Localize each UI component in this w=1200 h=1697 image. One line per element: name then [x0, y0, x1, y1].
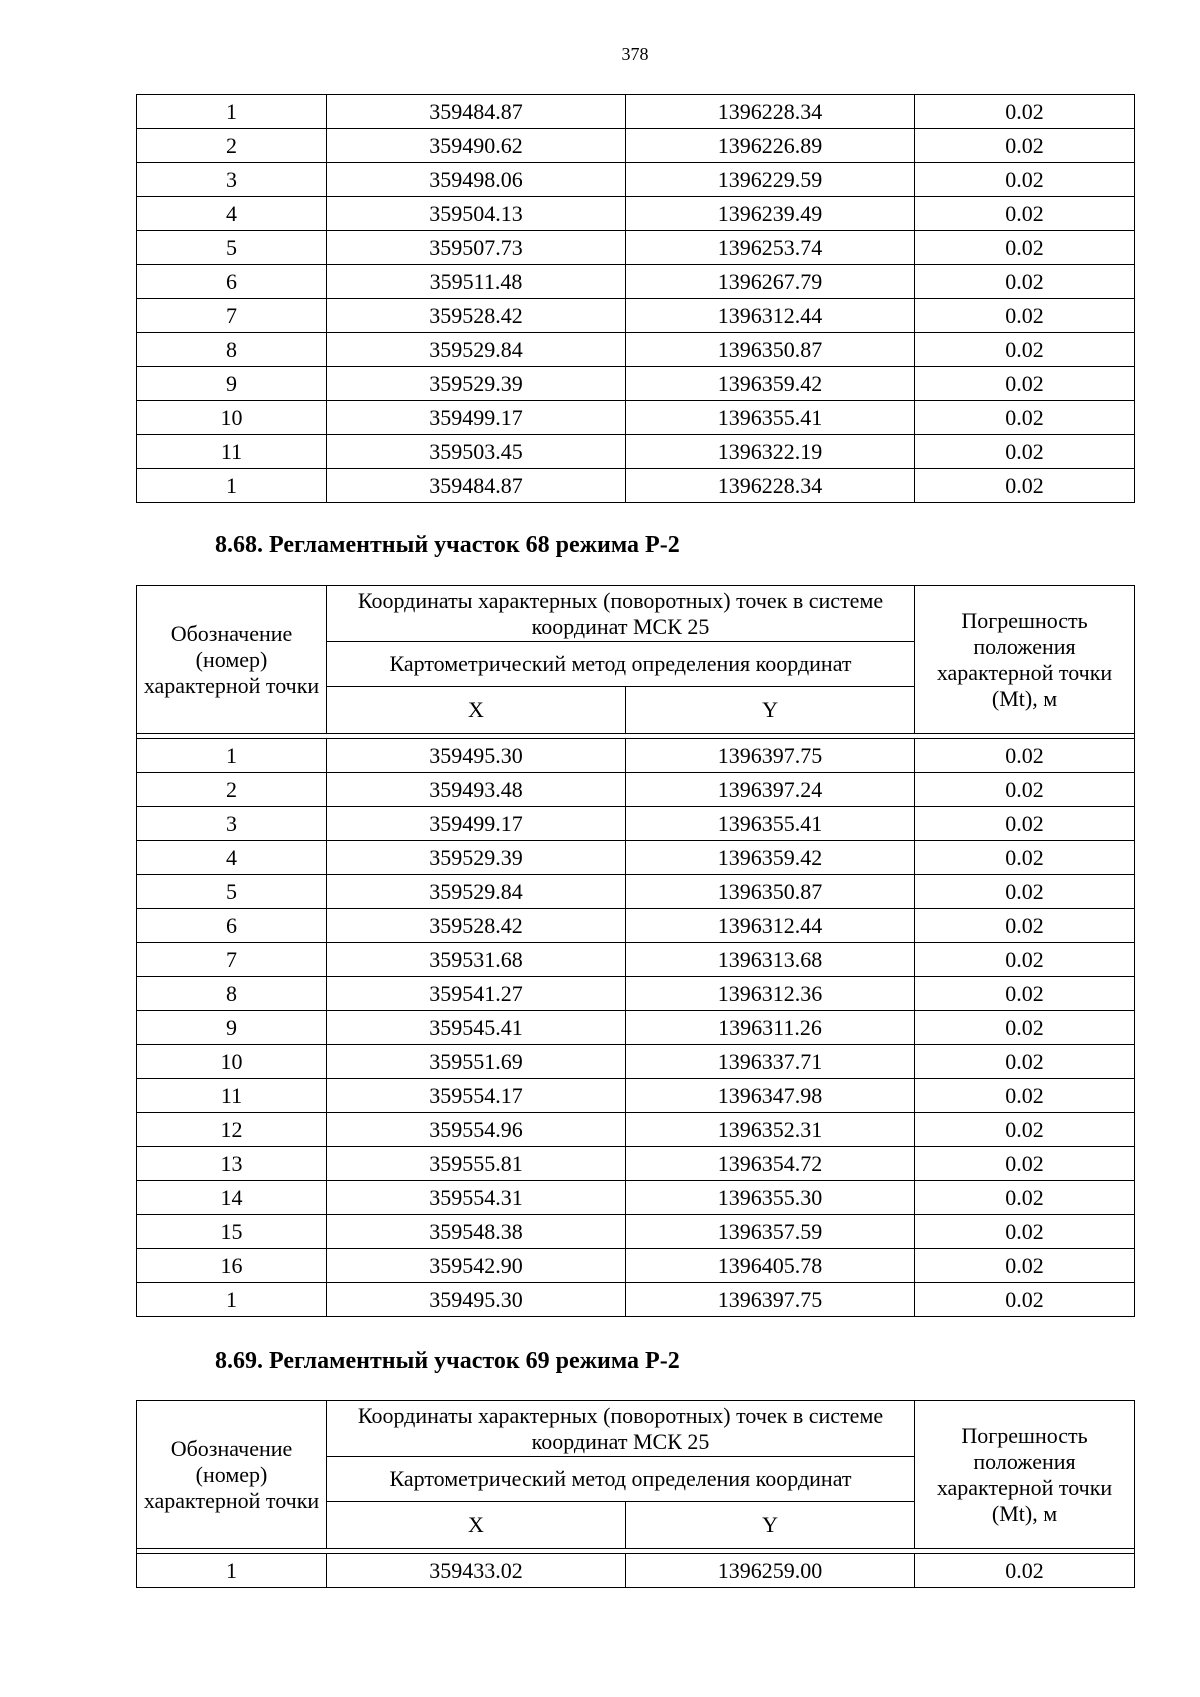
cell-error: 0.02	[915, 1249, 1135, 1283]
cell-error: 0.02	[915, 1554, 1135, 1588]
header-point-designation: Обозначение (номер) характерной точки	[137, 1401, 327, 1549]
cell-error: 0.02	[915, 1011, 1135, 1045]
cell-point-number: 8	[137, 977, 327, 1011]
cell-point-number: 2	[137, 773, 327, 807]
cell-y: 1396312.36	[626, 977, 915, 1011]
cell-y: 1396239.49	[626, 197, 915, 231]
cell-x: 359529.39	[327, 367, 626, 401]
cell-point-number: 1	[137, 1554, 327, 1588]
cell-y: 1396337.71	[626, 1045, 915, 1079]
cell-error: 0.02	[915, 773, 1135, 807]
cell-x: 359503.45	[327, 435, 626, 469]
coordinates-table-continuation	[136, 94, 1135, 503]
table-row	[137, 401, 1135, 435]
cell-error: 0.02	[915, 333, 1135, 367]
cell-point-number: 15	[137, 1215, 327, 1249]
cell-x: 359499.17	[327, 401, 626, 435]
cell-x: 359554.31	[327, 1181, 626, 1215]
cell-y: 1396347.98	[626, 1079, 915, 1113]
header-x: X	[327, 687, 626, 734]
table-row	[137, 265, 1135, 299]
cell-error: 0.02	[915, 469, 1135, 503]
cell-x: 359504.13	[327, 197, 626, 231]
coordinates-table-68	[136, 585, 1135, 1317]
cell-error: 0.02	[915, 875, 1135, 909]
cell-point-number: 10	[137, 401, 327, 435]
cell-error: 0.02	[915, 163, 1135, 197]
table-row	[137, 909, 1135, 943]
cell-y: 1396397.75	[626, 1283, 915, 1317]
header-y: Y	[626, 687, 915, 734]
table-row	[137, 1113, 1135, 1147]
cell-point-number: 1	[137, 1283, 327, 1317]
cell-y: 1396226.89	[626, 129, 915, 163]
cell-y: 1396253.74	[626, 231, 915, 265]
cell-x: 359484.87	[327, 469, 626, 503]
cell-y: 1396312.44	[626, 909, 915, 943]
cell-point-number: 5	[137, 875, 327, 909]
cell-y: 1396228.34	[626, 95, 915, 129]
table-row	[137, 841, 1135, 875]
cell-error: 0.02	[915, 95, 1135, 129]
cell-error: 0.02	[915, 739, 1135, 773]
table-row	[137, 197, 1135, 231]
cell-x: 359554.17	[327, 1079, 626, 1113]
cell-y: 1396355.41	[626, 401, 915, 435]
cell-point-number: 14	[137, 1181, 327, 1215]
table-row	[137, 875, 1135, 909]
cell-x: 359493.48	[327, 773, 626, 807]
cell-x: 359511.48	[327, 265, 626, 299]
header-cartometric-method: Картометрический метод определения координат	[327, 1457, 915, 1502]
table-row	[137, 1554, 1135, 1588]
cell-x: 359528.42	[327, 909, 626, 943]
cell-x: 359495.30	[327, 1283, 626, 1317]
cell-y: 1396355.30	[626, 1181, 915, 1215]
cell-point-number: 11	[137, 1079, 327, 1113]
cell-point-number: 1	[137, 739, 327, 773]
cell-point-number: 11	[137, 435, 327, 469]
cell-point-number: 1	[137, 469, 327, 503]
cell-y: 1396357.59	[626, 1215, 915, 1249]
cell-y: 1396355.41	[626, 807, 915, 841]
cell-point-number: 12	[137, 1113, 327, 1147]
cell-y: 1396311.26	[626, 1011, 915, 1045]
header-point-designation: Обозначение (номер) характерной точки	[137, 586, 327, 734]
cell-error: 0.02	[915, 1283, 1135, 1317]
table-row	[137, 1045, 1135, 1079]
cell-point-number: 8	[137, 333, 327, 367]
table-row	[137, 367, 1135, 401]
table-row	[137, 1079, 1135, 1113]
cell-point-number: 7	[137, 299, 327, 333]
cell-error: 0.02	[915, 943, 1135, 977]
cell-error: 0.02	[915, 977, 1135, 1011]
table-row	[137, 129, 1135, 163]
cell-y: 1396405.78	[626, 1249, 915, 1283]
cell-x: 359529.39	[327, 841, 626, 875]
cell-y: 1396359.42	[626, 367, 915, 401]
table-row	[137, 469, 1135, 503]
cell-point-number: 4	[137, 197, 327, 231]
cell-x: 359529.84	[327, 875, 626, 909]
cell-error: 0.02	[915, 1113, 1135, 1147]
header-cartometric-method: Картометрический метод определения координат	[327, 642, 915, 687]
cell-x: 359545.41	[327, 1011, 626, 1045]
cell-point-number: 3	[137, 163, 327, 197]
cell-error: 0.02	[915, 401, 1135, 435]
cell-x: 359528.42	[327, 299, 626, 333]
cell-error: 0.02	[915, 1181, 1135, 1215]
cell-y: 1396397.24	[626, 773, 915, 807]
table-row	[137, 807, 1135, 841]
cell-x: 359555.81	[327, 1147, 626, 1181]
cell-y: 1396354.72	[626, 1147, 915, 1181]
cell-error: 0.02	[915, 807, 1135, 841]
cell-point-number: 6	[137, 265, 327, 299]
cell-error: 0.02	[915, 299, 1135, 333]
cell-error: 0.02	[915, 231, 1135, 265]
cell-point-number: 9	[137, 367, 327, 401]
table-row	[137, 1181, 1135, 1215]
cell-x: 359490.62	[327, 129, 626, 163]
table-row	[137, 977, 1135, 1011]
table-row	[137, 943, 1135, 977]
cell-error: 0.02	[915, 265, 1135, 299]
table-row	[137, 1147, 1135, 1181]
cell-error: 0.02	[915, 197, 1135, 231]
cell-x: 359531.68	[327, 943, 626, 977]
cell-point-number: 13	[137, 1147, 327, 1181]
cell-error: 0.02	[915, 367, 1135, 401]
table-row	[137, 773, 1135, 807]
cell-point-number: 9	[137, 1011, 327, 1045]
table-row	[137, 299, 1135, 333]
cell-error: 0.02	[915, 129, 1135, 163]
cell-x: 359529.84	[327, 333, 626, 367]
cell-x: 359484.87	[327, 95, 626, 129]
cell-point-number: 3	[137, 807, 327, 841]
section-title-68: 8.68. Регламентный участок 68 режима Р-2	[215, 532, 680, 558]
cell-error: 0.02	[915, 841, 1135, 875]
cell-x: 359551.69	[327, 1045, 626, 1079]
cell-point-number: 6	[137, 909, 327, 943]
cell-x: 359542.90	[327, 1249, 626, 1283]
cell-x: 359495.30	[327, 739, 626, 773]
table-row	[137, 333, 1135, 367]
cell-point-number: 16	[137, 1249, 327, 1283]
header-position-error: Погрешность положения характерной точки (Mt), м	[915, 586, 1135, 734]
table-row	[137, 435, 1135, 469]
cell-y: 1396259.00	[626, 1554, 915, 1588]
cell-point-number: 5	[137, 231, 327, 265]
cell-point-number: 4	[137, 841, 327, 875]
cell-x: 359548.38	[327, 1215, 626, 1249]
cell-error: 0.02	[915, 1079, 1135, 1113]
cell-y: 1396397.75	[626, 739, 915, 773]
cell-y: 1396322.19	[626, 435, 915, 469]
table-row	[137, 1011, 1135, 1045]
cell-point-number: 1	[137, 95, 327, 129]
table-row	[137, 95, 1135, 129]
header-y: Y	[626, 1502, 915, 1549]
header-coordinates-system: Координаты характерных (поворотных) точек в системе координат МСК 25	[327, 586, 915, 642]
cell-y: 1396350.87	[626, 333, 915, 367]
cell-point-number: 7	[137, 943, 327, 977]
cell-x: 359498.06	[327, 163, 626, 197]
table-row	[137, 1283, 1135, 1317]
cell-error: 0.02	[915, 1147, 1135, 1181]
coordinates-table-69	[136, 1400, 1135, 1588]
cell-error: 0.02	[915, 909, 1135, 943]
table-row	[137, 1215, 1135, 1249]
cell-x: 359554.96	[327, 1113, 626, 1147]
cell-y: 1396267.79	[626, 265, 915, 299]
table-row	[137, 163, 1135, 197]
header-position-error: Погрешность положения характерной точки (Mt), м	[915, 1401, 1135, 1549]
cell-y: 1396312.44	[626, 299, 915, 333]
cell-y: 1396350.87	[626, 875, 915, 909]
cell-x: 359541.27	[327, 977, 626, 1011]
header-x: X	[327, 1502, 626, 1549]
header-coordinates-system: Координаты характерных (поворотных) точек в системе координат МСК 25	[327, 1401, 915, 1457]
cell-y: 1396229.59	[626, 163, 915, 197]
table-row	[137, 739, 1135, 773]
section-title-69: 8.69. Регламентный участок 69 режима Р-2	[215, 1348, 680, 1374]
cell-y: 1396313.68	[626, 943, 915, 977]
cell-y: 1396359.42	[626, 841, 915, 875]
cell-error: 0.02	[915, 1045, 1135, 1079]
cell-y: 1396228.34	[626, 469, 915, 503]
cell-point-number: 10	[137, 1045, 327, 1079]
page-number: 378	[621, 44, 649, 64]
table-row	[137, 1249, 1135, 1283]
cell-y: 1396352.31	[626, 1113, 915, 1147]
cell-x: 359433.02	[327, 1554, 626, 1588]
table-row	[137, 231, 1135, 265]
cell-x: 359507.73	[327, 231, 626, 265]
cell-error: 0.02	[915, 1215, 1135, 1249]
cell-error: 0.02	[915, 435, 1135, 469]
cell-x: 359499.17	[327, 807, 626, 841]
cell-point-number: 2	[137, 129, 327, 163]
